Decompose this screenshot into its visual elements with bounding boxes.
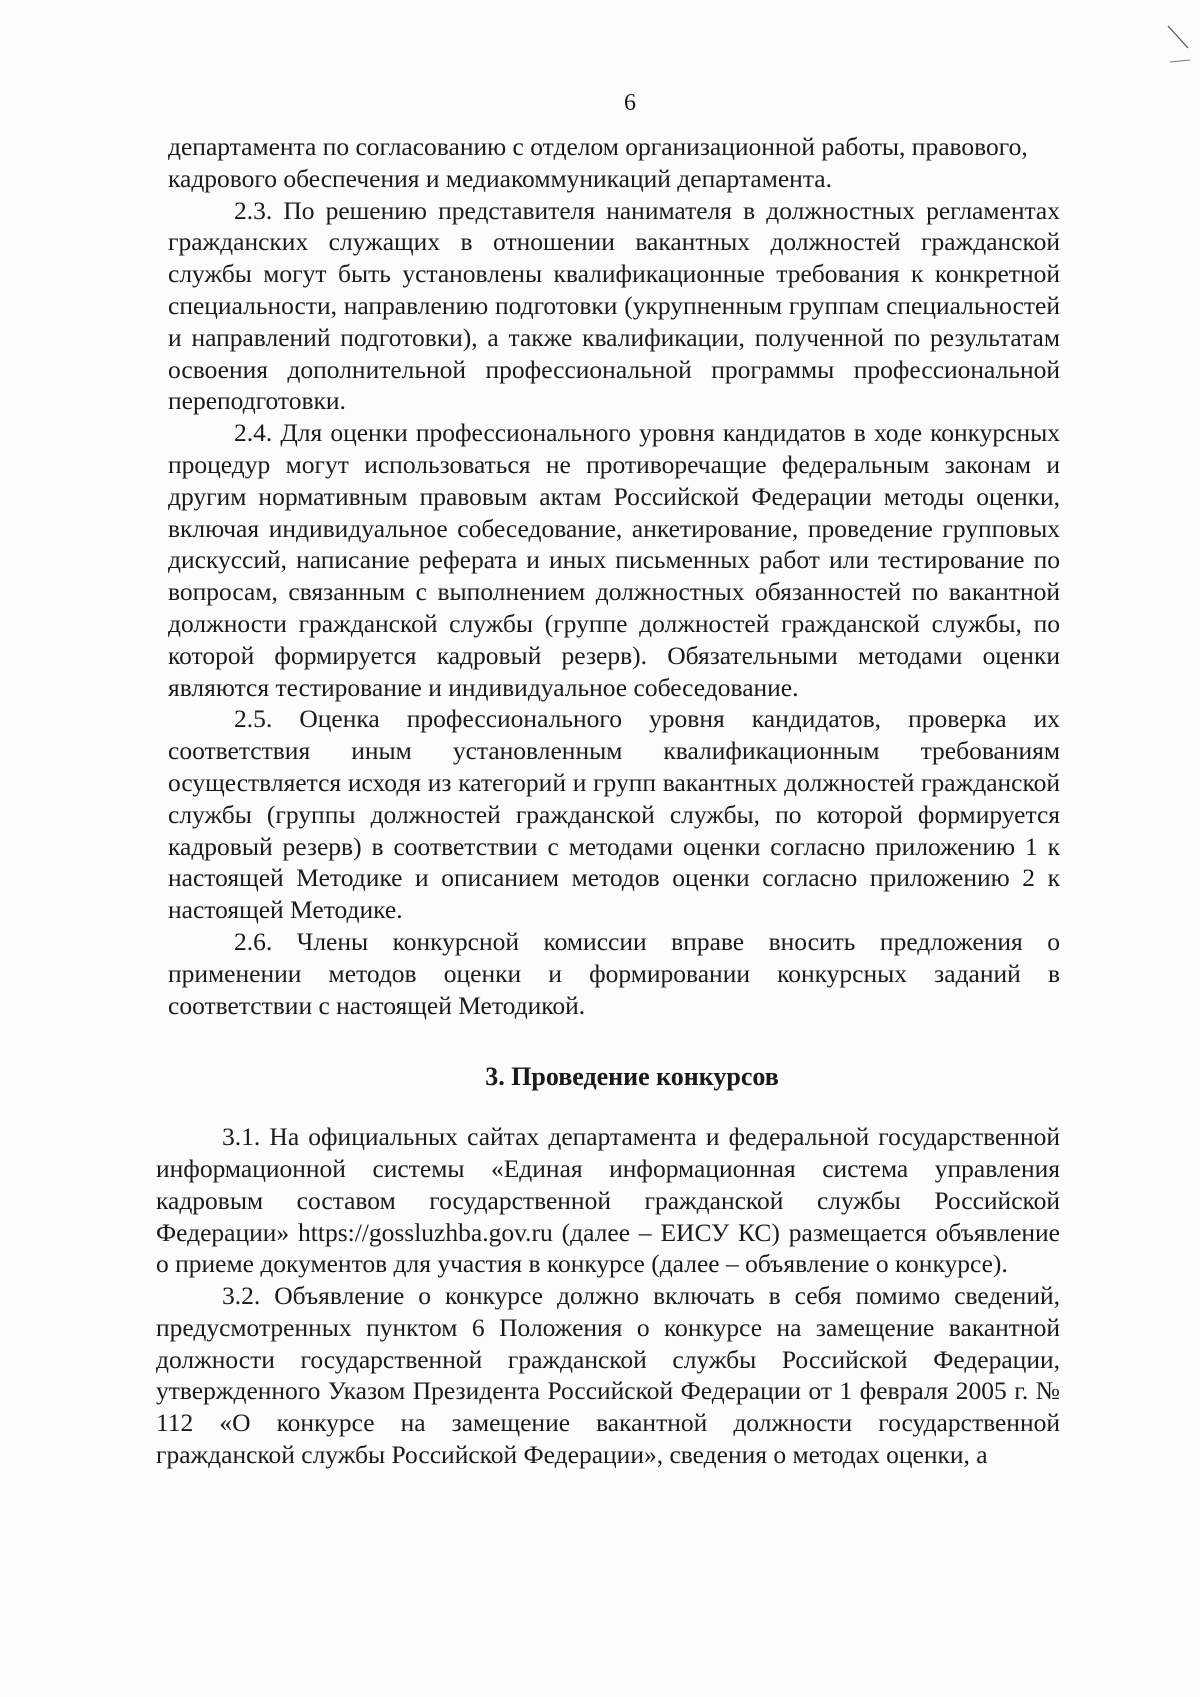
section-heading: 3. Проведение конкурсов — [485, 1062, 779, 1092]
document-body — [156, 131, 1060, 1471]
paragraph-2-4: 2.4. Для оценки профессионального уровня кандидатов в ходе конкурсных процедур могут использоваться не противоречащие федеральным законам и другим нормативным правовым актам Российской Федерации методы оценки, включая индивидуальное собеседование, анкетирование, проведение групповых дискуссий, написание реферата и иных письменных работ или тестирование по вопросам, связанным с выполнением должностных обязанностей по вакантной должности гражданской службы (группе должностей гражданской службы, по которой формируется кадровый резерв). Обязательными методами оценки являются тестирование и индивидуальное собеседование. — [168, 418, 1060, 702]
scan-corner-mark — [1164, 22, 1192, 66]
paragraph-3-2: 3.2. Объявление о конкурсе должно включать в себя помимо сведений, предусмотренных пунктом 6 Положения о конкурсе на замещение вакантной должности государственной гражданской службы Российской Федерации, утвержденного Указом Президента Российской Федерации от 1 февраля 2005 г. № 112 «О конкурсе на замещение вакантной должности государственной гражданской службы Российской Федерации», сведения о методах оценки, а — [156, 1281, 1060, 1470]
paragraph-continuation: департамента по согласованию с отделом организационной работы, правового, кадрового обеспечения и медиакоммуникаций департамента. — [168, 132, 1028, 193]
paragraph-2-6: 2.6. Члены конкурсной комиссии вправе вносить предложения о применении методов оценки и формировании конкурсных заданий в соответствии с настоящей Методикой. — [168, 926, 1060, 1020]
paragraph-2-5: 2.5. Оценка профессионального уровня кандидатов, проверка их соответствия иным установленным квалификационным требованиям осуществляется исходя из категорий и групп вакантных должностей гражданской службы (группы должностей гражданской службы, по которой формируется кадровый резерв) в соответствии с методами оценки согласно приложению 1 к настоящей Методике и описанием методов оценки согласно приложению 2 к настоящей Методике. — [168, 704, 1060, 925]
paragraph-2-3: 2.3. По решению представителя нанимателя в должностных регламентах гражданских служащих в отношении вакантных должностей гражданской службы могут быть установлены квалификационные требования к конкретной специальности, направлению подготовки (укрупненным группам специальностей и направлений подготовки), а также квалификации, полученной по результатам освоения дополнительной профессиональной программы профессиональной переподготовки. — [168, 195, 1060, 416]
section-3-body — [156, 1121, 1060, 1471]
page-number: 6 — [624, 90, 636, 116]
paragraph-3-1: 3.1. На официальных сайтах департамента и федеральной государственной информационной системы «Единая информационная система управления кадровым составом государственной гражданской службы Российской Федерации» https://gossluzhba.gov.ru (далее – ЕИСУ КС) размещается объявление о приеме документов для участия в конкурсе (далее – объявление о конкурсе). — [156, 1122, 1060, 1279]
